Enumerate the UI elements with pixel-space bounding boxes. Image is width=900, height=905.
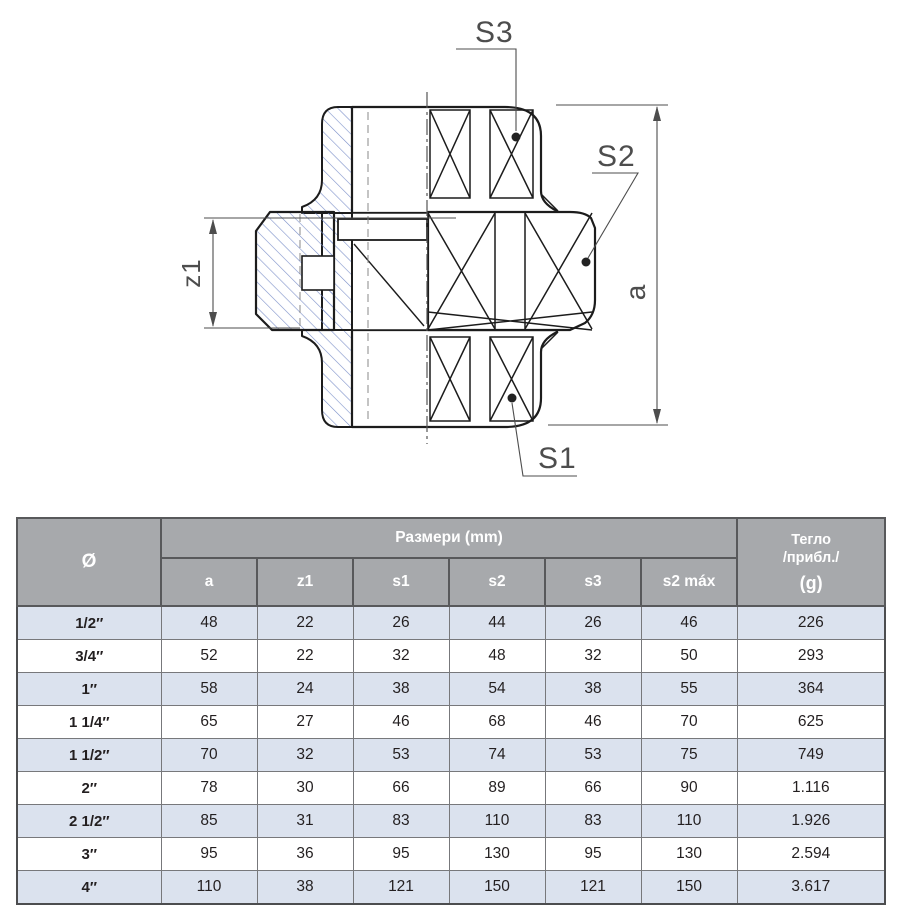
value-cell: 2.594	[737, 838, 885, 871]
value-cell: 749	[737, 739, 885, 772]
value-cell: 78	[161, 772, 257, 805]
table-row	[17, 706, 885, 739]
value-cell: 52	[161, 640, 257, 673]
value-cell: 30	[257, 772, 353, 805]
label-s3: S3	[475, 16, 514, 49]
union-gap-slot	[338, 219, 427, 240]
size-cell: 2 1/2″	[17, 805, 161, 838]
value-cell: 24	[257, 673, 353, 706]
header-weight-line2: /прибл./	[782, 549, 840, 566]
spec-table-body	[17, 606, 885, 904]
header-col-s2max: s2 máx	[641, 558, 737, 606]
label-z1: z1	[176, 258, 206, 288]
table-row	[17, 805, 885, 838]
value-cell: 46	[353, 706, 449, 739]
value-cell: 130	[641, 838, 737, 871]
tailpiece	[256, 212, 334, 330]
value-cell: 83	[545, 805, 641, 838]
value-cell: 32	[353, 640, 449, 673]
value-cell: 226	[737, 606, 885, 640]
value-cell: 53	[353, 739, 449, 772]
header-col-s1: s1	[353, 558, 449, 606]
header-col-s3: s3	[545, 558, 641, 606]
header-col-a: a	[161, 558, 257, 606]
value-cell: 54	[449, 673, 545, 706]
value-cell: 27	[257, 706, 353, 739]
value-cell: 95	[353, 838, 449, 871]
value-cell: 46	[641, 606, 737, 640]
value-cell: 31	[257, 805, 353, 838]
value-cell: 48	[449, 640, 545, 673]
size-cell: 1 1/4″	[17, 706, 161, 739]
spec-table-header	[17, 518, 885, 606]
value-cell: 85	[161, 805, 257, 838]
value-cell: 74	[449, 739, 545, 772]
value-cell: 68	[449, 706, 545, 739]
value-cell: 625	[737, 706, 885, 739]
table-row	[17, 739, 885, 772]
value-cell: 1.116	[737, 772, 885, 805]
size-cell: 1/2″	[17, 606, 161, 640]
value-cell: 150	[641, 871, 737, 905]
value-cell: 66	[545, 772, 641, 805]
header-col-s2: s2	[449, 558, 545, 606]
header-weight-line3: (g)	[799, 572, 823, 593]
header-diameter: Ø	[17, 518, 161, 606]
value-cell: 121	[545, 871, 641, 905]
header-weight	[737, 518, 885, 606]
header-col-z1: z1	[257, 558, 353, 606]
size-cell: 2″	[17, 772, 161, 805]
label-a: a	[620, 283, 651, 301]
label-s1: S1	[538, 442, 577, 475]
table-row	[17, 871, 885, 905]
value-cell: 46	[545, 706, 641, 739]
table-row	[17, 673, 885, 706]
table-row	[17, 772, 885, 805]
value-cell: 32	[545, 640, 641, 673]
value-cell: 22	[257, 606, 353, 640]
value-cell: 95	[161, 838, 257, 871]
value-cell: 38	[353, 673, 449, 706]
value-cell: 58	[161, 673, 257, 706]
value-cell: 38	[545, 673, 641, 706]
value-cell: 83	[353, 805, 449, 838]
table-row	[17, 838, 885, 871]
value-cell: 48	[161, 606, 257, 640]
table-row	[17, 606, 885, 640]
value-cell: 89	[449, 772, 545, 805]
value-cell: 150	[449, 871, 545, 905]
value-cell: 75	[641, 739, 737, 772]
value-cell: 130	[449, 838, 545, 871]
header-weight-line1: Тегло	[791, 531, 831, 548]
value-cell: 66	[353, 772, 449, 805]
value-cell: 53	[545, 739, 641, 772]
label-s2: S2	[597, 140, 636, 173]
value-cell: 90	[641, 772, 737, 805]
value-cell: 95	[545, 838, 641, 871]
header-dimensions-group: Размери (mm)	[161, 518, 737, 558]
value-cell: 65	[161, 706, 257, 739]
size-cell: 1″	[17, 673, 161, 706]
value-cell: 26	[353, 606, 449, 640]
fitting-outline	[352, 107, 595, 427]
spec-table	[16, 517, 886, 905]
value-cell: 3.617	[737, 871, 885, 905]
value-cell: 110	[641, 805, 737, 838]
size-cell: 1 1/2″	[17, 739, 161, 772]
value-cell: 55	[641, 673, 737, 706]
size-cell: 3/4″	[17, 640, 161, 673]
value-cell: 121	[353, 871, 449, 905]
value-cell: 36	[257, 838, 353, 871]
value-cell: 110	[161, 871, 257, 905]
value-cell: 364	[737, 673, 885, 706]
size-cell: 3″	[17, 838, 161, 871]
value-cell: 22	[257, 640, 353, 673]
table-row	[17, 640, 885, 673]
value-cell: 44	[449, 606, 545, 640]
value-cell: 26	[545, 606, 641, 640]
value-cell: 32	[257, 739, 353, 772]
size-cell: 4″	[17, 871, 161, 905]
value-cell: 1.926	[737, 805, 885, 838]
value-cell: 70	[641, 706, 737, 739]
spec-table-container	[16, 517, 884, 905]
value-cell: 38	[257, 871, 353, 905]
value-cell: 293	[737, 640, 885, 673]
value-cell: 50	[641, 640, 737, 673]
value-cell: 70	[161, 739, 257, 772]
value-cell: 110	[449, 805, 545, 838]
